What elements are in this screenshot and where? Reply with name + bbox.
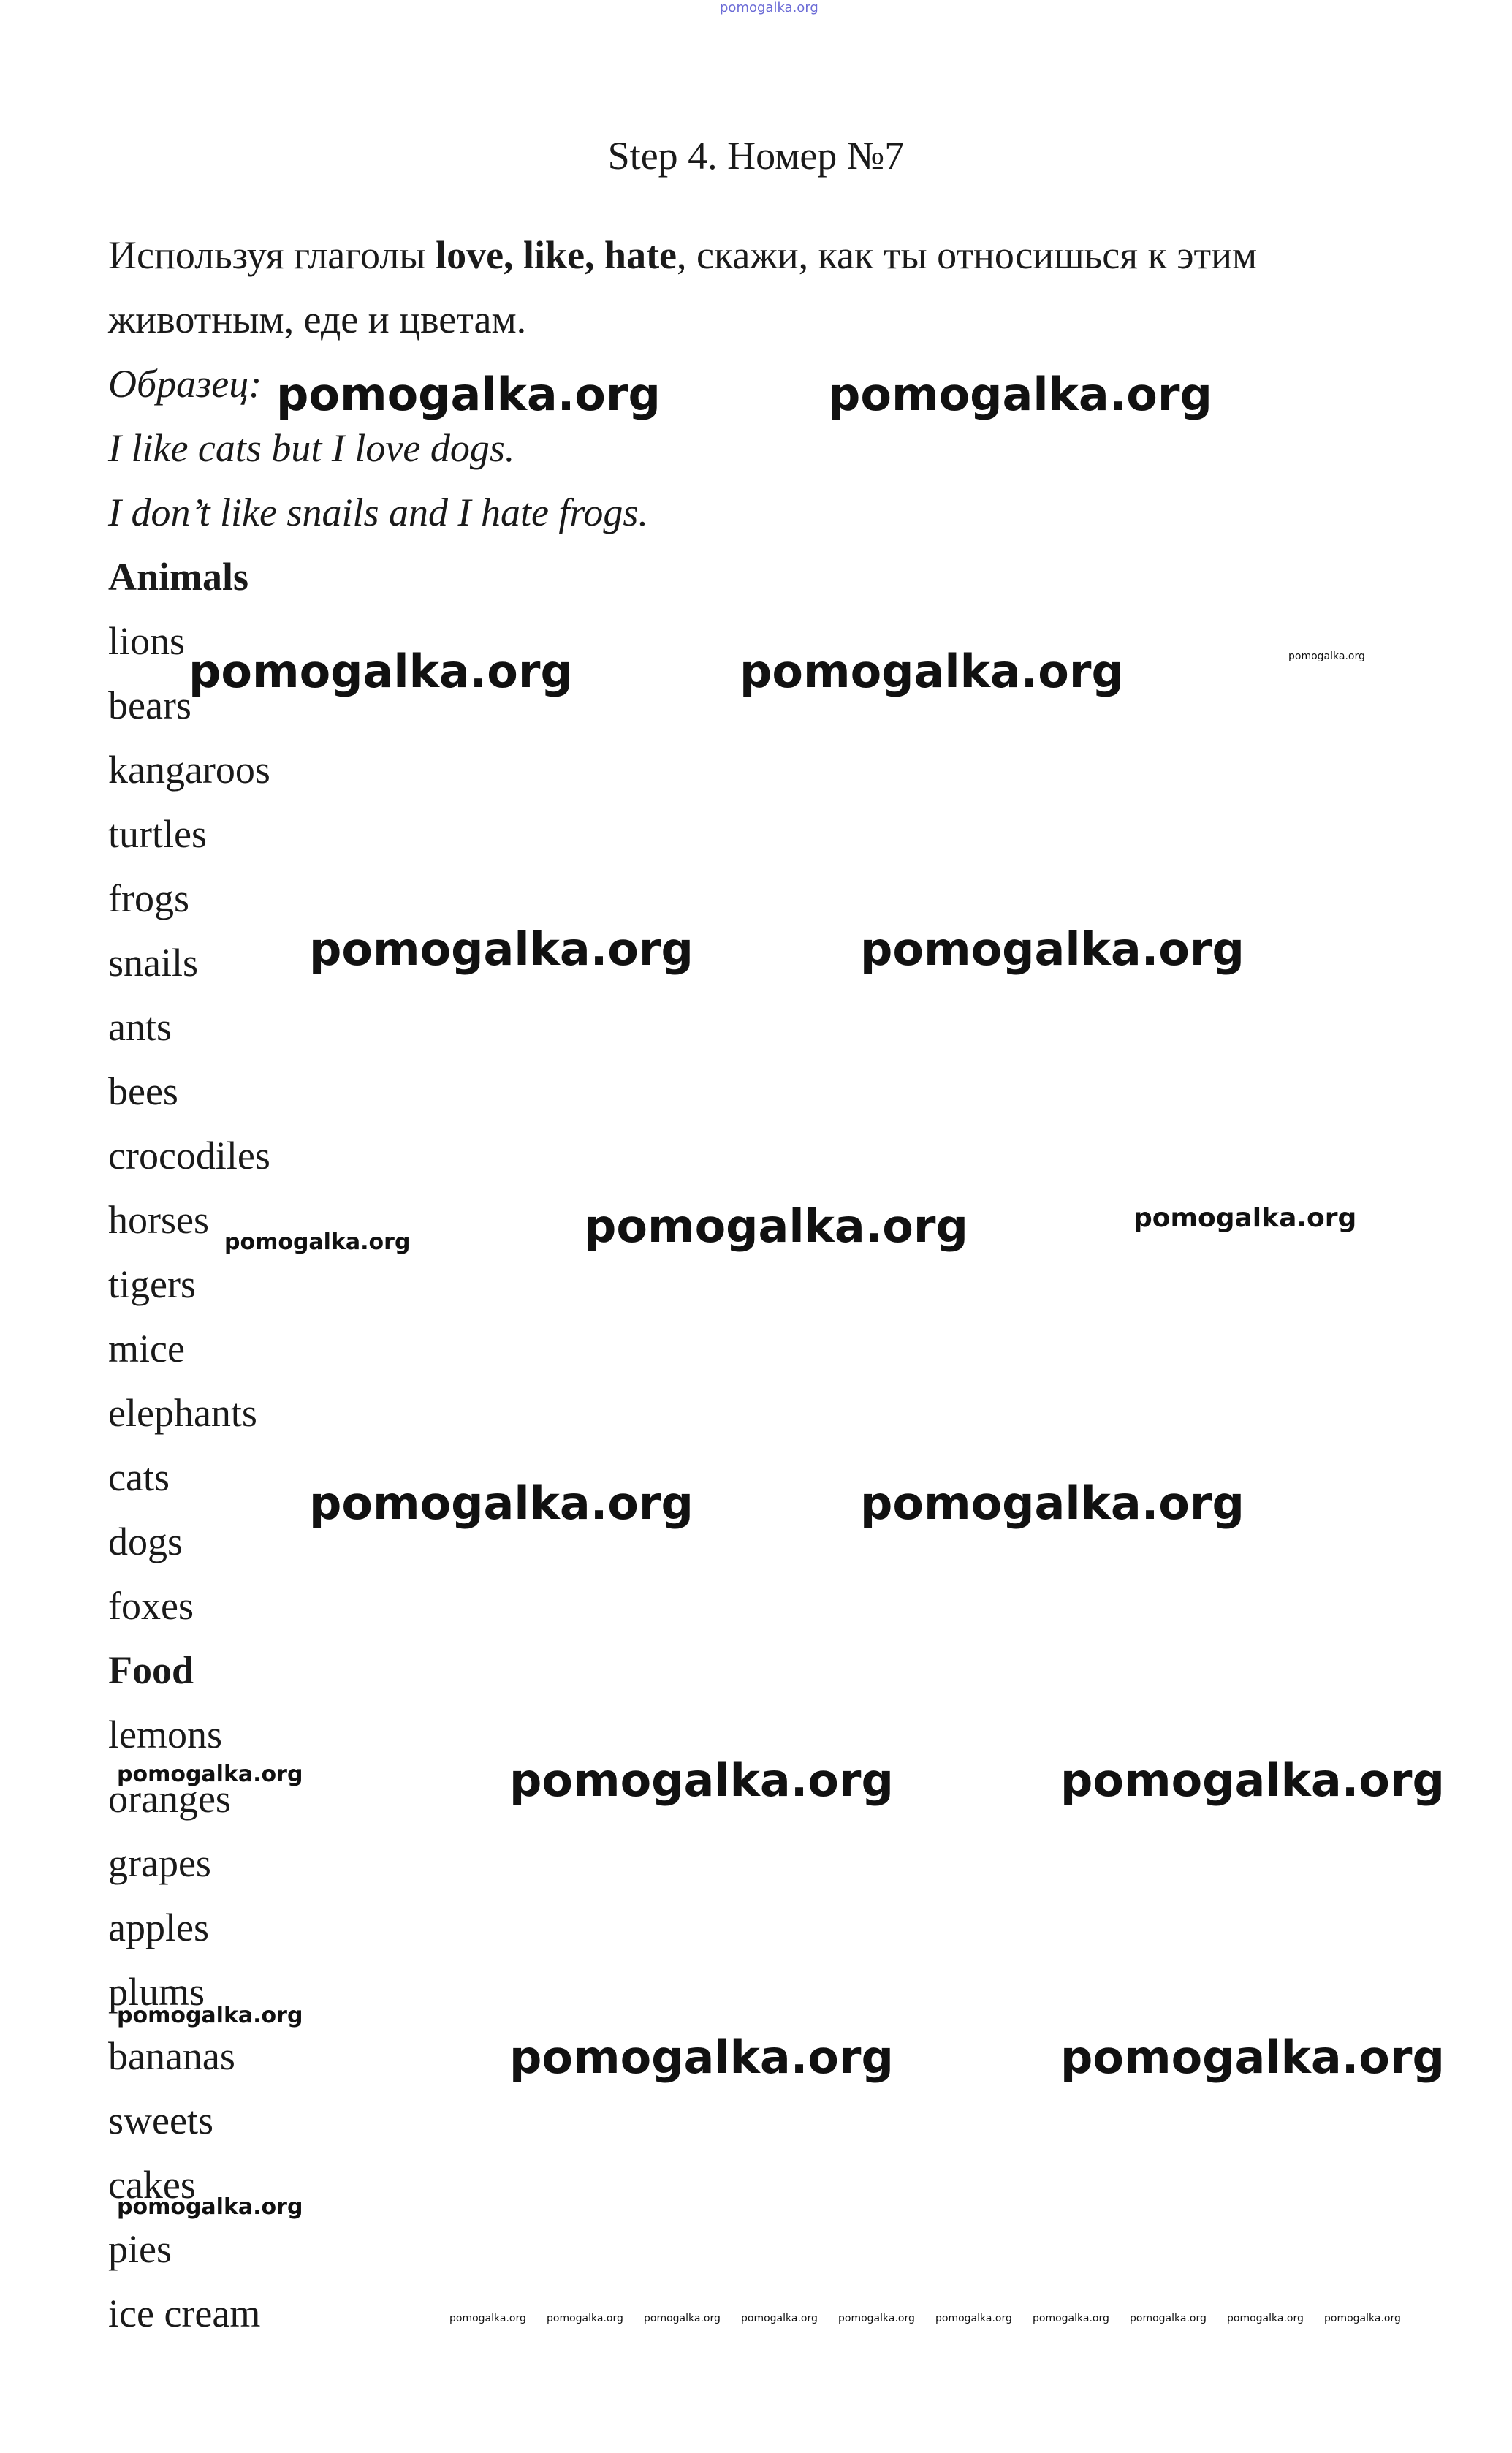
list-item: pies — [108, 2227, 172, 2271]
watermark: pomogalka.org — [189, 645, 573, 698]
list-item: turtles — [108, 812, 207, 856]
list-item: plums — [108, 1970, 205, 2014]
watermark: pomogalka.org — [828, 368, 1212, 421]
list-item: grapes — [108, 1841, 211, 1885]
watermark: pomogalka.org — [509, 2031, 894, 2084]
list-item: frogs — [108, 876, 189, 920]
food-heading: Food — [108, 1648, 194, 1692]
list-item: bananas — [108, 2034, 235, 2078]
list-item: bees — [108, 1069, 178, 1113]
document-content — [108, 223, 1424, 2346]
watermark: pomogalka.org — [547, 2313, 623, 2324]
page-title: Step 4. Номер №7 — [607, 134, 905, 178]
watermark: pomogalka.org — [509, 1754, 894, 1807]
watermark: pomogalka.org — [740, 645, 1124, 698]
watermark: pomogalka.org — [449, 2313, 526, 2324]
list-item: elephants — [108, 1391, 257, 1435]
watermark: pomogalka.org — [1060, 2031, 1445, 2084]
list-item: lemons — [108, 1713, 222, 1756]
list-item: horses — [108, 1198, 209, 1242]
watermark: pomogalka.org — [1060, 1754, 1445, 1807]
list-item: dogs — [108, 1520, 183, 1563]
watermark: pomogalka.org — [117, 2003, 303, 2028]
list-item: ants — [108, 1005, 172, 1049]
watermark: pomogalka.org — [1133, 1203, 1357, 1233]
list-item: kangaroos — [108, 748, 270, 792]
watermark: pomogalka.org — [935, 2313, 1012, 2324]
watermark: pomogalka.org — [1288, 651, 1365, 662]
watermark: pomogalka.org — [1324, 2313, 1401, 2324]
sample-line-2: I don’t like snails and I hate frogs. — [108, 490, 648, 534]
watermark: pomogalka.org — [838, 2313, 915, 2324]
sample-label: Образец: — [108, 362, 262, 406]
animals-heading: Animals — [108, 555, 249, 599]
watermark: pomogalka.org — [276, 368, 661, 421]
list-item: snails — [108, 941, 199, 985]
list-item: crocodiles — [108, 1134, 270, 1178]
watermark: pomogalka.org — [860, 1476, 1245, 1530]
list-item: sweets — [108, 2098, 213, 2142]
list-item: oranges — [108, 1777, 231, 1821]
instruction-text: Используя глаголы love, like, hate, скажи, как ты относишься к этим животным, еде и цветам. — [108, 233, 1258, 341]
watermark: pomogalka.org — [224, 1229, 411, 1255]
watermark: pomogalka.org — [1130, 2313, 1207, 2324]
watermark: pomogalka.org — [309, 922, 694, 976]
watermark: pomogalka.org — [1033, 2313, 1109, 2324]
site-watermark-top: pomogalka.org — [720, 0, 818, 15]
instruction-verbs: love, like, hate — [436, 233, 677, 277]
watermark: pomogalka.org — [584, 1199, 968, 1253]
list-item: apples — [108, 1906, 209, 1949]
sample-line-1: I like cats but I love dogs. — [108, 426, 515, 470]
list-item: tigers — [108, 1262, 196, 1306]
watermark: pomogalka.org — [117, 2194, 303, 2220]
list-item: cakes — [108, 2163, 196, 2207]
list-item: foxes — [108, 1584, 194, 1628]
list-item: mice — [108, 1327, 185, 1370]
watermark: pomogalka.org — [117, 1762, 303, 1787]
watermark: pomogalka.org — [1227, 2313, 1304, 2324]
list-item: lions — [108, 619, 186, 663]
watermark: pomogalka.org — [741, 2313, 818, 2324]
watermark: pomogalka.org — [644, 2313, 721, 2324]
list-item: bears — [108, 683, 191, 727]
watermark: pomogalka.org — [309, 1476, 694, 1530]
watermark: pomogalka.org — [860, 922, 1245, 976]
list-item: ice cream — [108, 2291, 261, 2335]
list-item: cats — [108, 1455, 170, 1499]
